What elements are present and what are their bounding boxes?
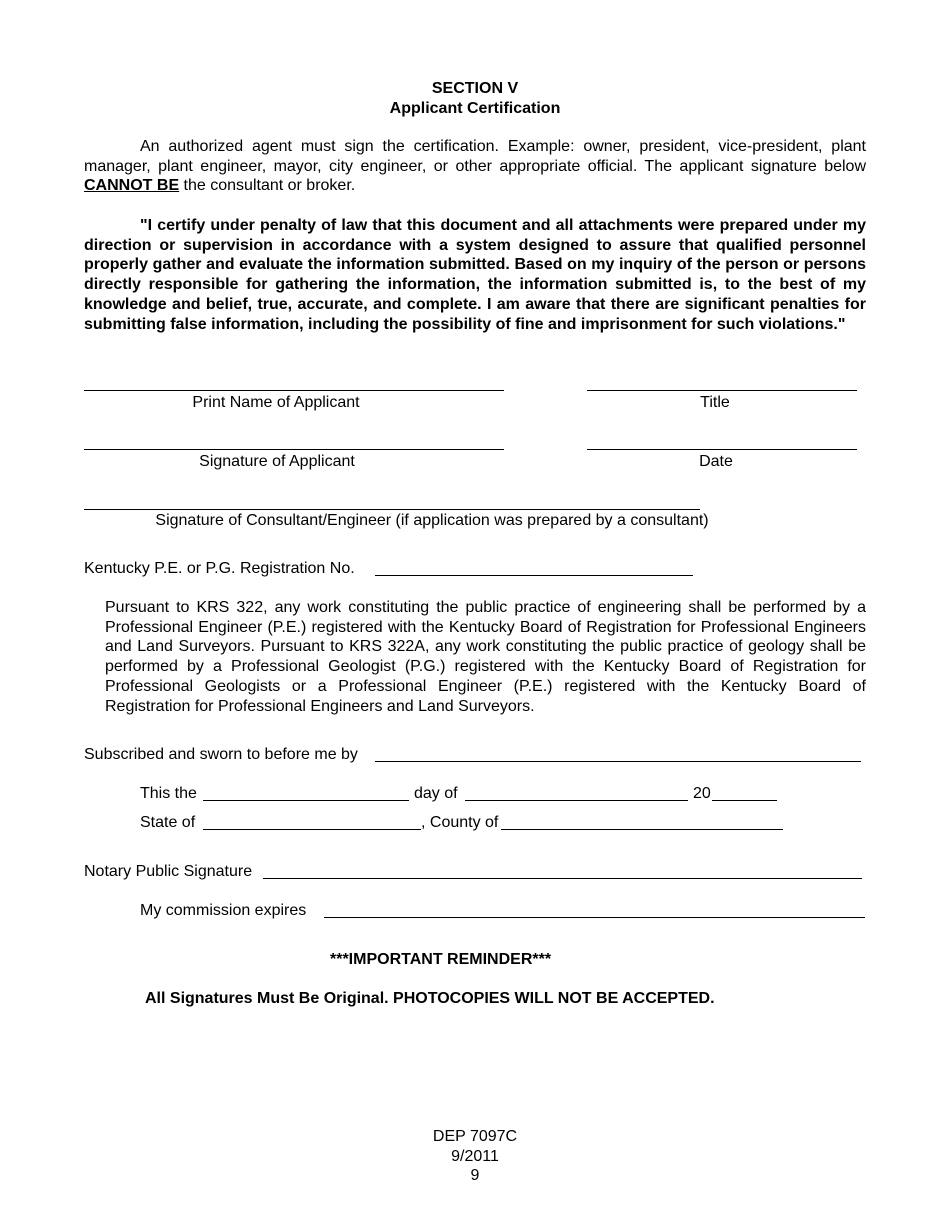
registration-label: Kentucky P.E. or P.G. Registration No. <box>84 560 355 577</box>
state-line[interactable] <box>203 829 421 830</box>
date-label: Date <box>699 453 733 470</box>
state-of-label: State of <box>140 814 196 831</box>
registration-input-line[interactable] <box>375 575 693 576</box>
commission-label: My commission expires <box>140 902 307 919</box>
day-line[interactable] <box>203 800 409 801</box>
reminder-text: All Signatures Must Be Original. PHOTOCOPIES WILL NOT BE ACCEPTED. <box>145 990 715 1007</box>
signature-line[interactable] <box>84 449 504 450</box>
intro-emphasis: CANNOT BE <box>84 177 180 195</box>
consultant-signature-label: Signature of Consultant/Engineer (if application was prepared by a consultant) <box>155 512 709 529</box>
date-line[interactable] <box>587 449 857 450</box>
month-line[interactable] <box>465 800 688 801</box>
year-line[interactable] <box>712 800 777 801</box>
notary-signature-line[interactable] <box>263 878 862 879</box>
page-footer <box>0 1127 950 1186</box>
page-number: 9 <box>470 1167 480 1184</box>
subscribed-line[interactable] <box>375 761 861 762</box>
page-title: Applicant Certification <box>389 100 561 117</box>
signature-label: Signature of Applicant <box>199 453 355 470</box>
subscribed-label: Subscribed and sworn to before me by <box>84 746 358 763</box>
title-label: Title <box>700 394 730 411</box>
reminder-title: ***IMPORTANT REMINDER*** <box>330 951 552 968</box>
section-heading <box>0 79 950 119</box>
print-name-line[interactable] <box>84 390 504 391</box>
commission-line[interactable] <box>324 917 865 918</box>
intro-text-1: An authorized agent must sign the certification. Example: owner, president, vice-president, plant manager, plant engineer, mayor, city engineer, or other appropriate official. The applicant signature below <box>84 138 866 175</box>
title-line[interactable] <box>587 390 857 391</box>
print-name-label: Print Name of Applicant <box>192 394 360 411</box>
intro-text-2: the consultant or broker. <box>179 177 356 195</box>
form-date: 9/2011 <box>451 1147 499 1165</box>
county-line[interactable] <box>501 829 783 830</box>
this-the-label: This the <box>140 785 197 802</box>
krs-paragraph: Pursuant to KRS 322, any work constituting the public practice of engineering shall be performed by a Professional Engineer (P.E.) registered with the Kentucky Board of Registration for Professional Engineers and Land Surveyors. Pursuant to KRS 322A, any work constituting the public practice of geology shall be performed by a Professional Geologist (P.G.) registered with the Kentucky Board of Registration for Professional Geologists or a Professional Engineer (P.E.) registered with the Kentucky Board of Registration for Professional Engineers and Land Surveyors. <box>105 599 866 715</box>
certification-statement: "I certify under penalty of law that this document and all attachments were prepared under my direction or supervision in accordance with a system designed to assure that qualified personnel properly gather and evaluate the information submitted. Based on my inquiry of the person or persons directly responsible for gathering the information, the information submitted is, to the best of my knowledge and belief, true, accurate, and complete. I am aware that there are significant penalties for submitting false information, including the possibility of fine and imprisonment for such violations." <box>84 217 866 333</box>
county-of-label: , County of <box>421 814 499 831</box>
consultant-signature-line[interactable] <box>84 509 700 510</box>
form-number: DEP 7097C <box>432 1128 518 1145</box>
section-number: SECTION V <box>431 80 519 97</box>
notary-signature-label: Notary Public Signature <box>84 863 253 880</box>
day-of-label: day of <box>414 785 458 802</box>
year-prefix-label: 20 <box>693 785 711 802</box>
intro-paragraph <box>84 137 866 196</box>
